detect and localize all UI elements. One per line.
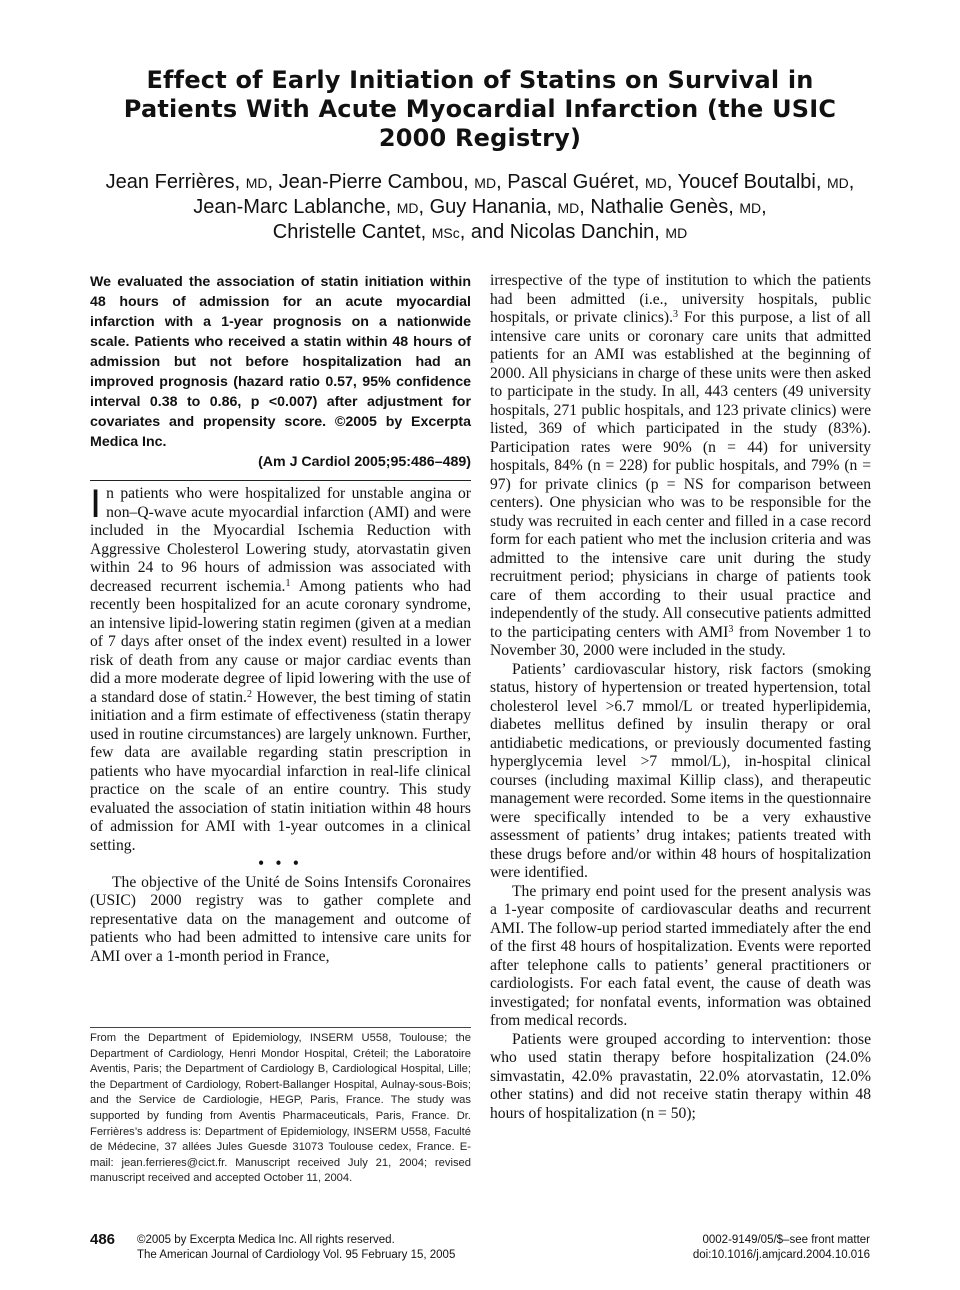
author-degree: MD [645, 175, 667, 191]
institutions-paragraph [490, 272, 871, 661]
author-degree: MD [557, 200, 580, 216]
author-list [80, 170, 880, 245]
abstract: We evaluated the association of statin initiation within 48 hours of admission for an acute myocardial infarction with a 1-year prognosis on a nationwide scale. Patients who received a statin within 48 hours of admission but not before hospitalization had an improved prognosis (hazard ratio 0.57, 95% confidence interval 0.38 to 0.86, p <0.007) after adjustment for covariates and propensity score. ©2005 by Excerpta Medica Inc. [90, 274, 471, 450]
author-separator: , [496, 171, 508, 193]
author-name: Pascal Guéret, [507, 171, 646, 193]
author-name: Jean-Pierre Cambou, [278, 171, 475, 193]
abstract-rule [90, 480, 471, 481]
institutions-text-a: irrespective of the type of institution to which the patients had been admitted (i.e., university hospitals, public hospitals, or private clinics). [490, 272, 871, 326]
author-separator: , [579, 196, 591, 218]
author-degree: MD [245, 175, 268, 191]
footer-journal-info [137, 1233, 455, 1263]
author-name: Youcef Boutalbi, [677, 171, 827, 193]
page-number: 486 [90, 1231, 116, 1248]
author-degree: MD [665, 225, 688, 241]
author-degree: MD [826, 175, 849, 191]
intro-text-a: n patients who were hospitalized for unstable angina or non–Q-wave acute myocardial infarction (AMI) and were included in the Myocardial Ischemia Reduction with Aggressive Cholesterol Lowering study, atorvastatin given within 24 to 96 hours of admission was associated with decreased recurrent ischemia. [90, 485, 471, 595]
author-name: Christelle Cantet, [272, 221, 432, 243]
methods-paragraph: The objective of the Unité de Soins Intensifs Coronaires (USIC) 2000 registry was to gather complete and representative data on the management and outcome of patients who had been admitted to intensive care units for AMI over a 1-month period in France, [90, 873, 471, 965]
author-name: Jean-Marc Lablanche, [193, 196, 397, 218]
author-name: Jean Ferrières, [105, 171, 246, 193]
endpoint-paragraph: The primary end point used for the present analysis was a 1-year composite of cardiovascular deaths and recurrent AMI. The follow-up period started immediately after the end of the first 48 hours of hospitalization. Events were reported after telephone calls to patients’ general practitioners or cardiologists. For each fatal event, the cause of death was investigated; for nonfatal events, information was obtained from medical records. [490, 882, 871, 1029]
author-separator: , [418, 196, 430, 218]
author-name: Nathalie Genès, [590, 196, 740, 218]
author-degree: MD [739, 200, 762, 216]
author-name: Nicolas Danchin, [509, 221, 666, 243]
author-separator: , [666, 171, 678, 193]
author-name: Guy Hanania, [429, 196, 558, 218]
author-separator: , [848, 171, 855, 193]
left-column [90, 272, 471, 966]
institutions-text-b: For this purpose, a list of all intensive care units or coronary care units that admitted patients for an AMI was established at the beginning of 2000. All physicians in charge of these units were then asked to participate in the study. In all, 443 centers (49 university hospitals, 271 public hospitals, and 123 private clinics) were listed, 369 of which participated in the study (83%). Participation rates were 90% (n = 44) for university hospitals, 84% (n = 228) for public hospitals, and 79% (n = 97) for private clinics (p = NS for comparison between centers). One physician who was to be responsible for the study was recruited in each center and filled in a case record form for each patient who met the inclusion criteria and was admitted to the intensive care unit during the study recruitment period; physicians in charge of patients took care of them according to their usual practice and independently of the study. All consecutive patients admitted to the participating centers with AMI [490, 309, 871, 641]
institutions-text-c: from November 1 to November 30, 2000 were included in the study. [490, 623, 871, 659]
reference-2: 2 [246, 688, 252, 700]
reference-1: 1 [285, 577, 291, 589]
intro-text-b: Among patients who had recently been hospitalized for an acute coronary syndrome, an intensive lipid-lowering statin regimen (given at a median of 7 days after onset of the index event) resulted in a lower risk of death from any cause or major cardiac events than did a more moderate degree of lipid lowering with the use of a standard dose of statin. [90, 577, 471, 706]
reference-3: 3 [672, 309, 678, 320]
citation: (Am J Cardiol 2005;95:486–489) [258, 454, 471, 470]
article-title: Effect of Early Initiation of Statins on Survival in Patients With Acute Myocardial Infarction (the USIC 2000 Registry) [123, 66, 837, 152]
author-degree: MD [474, 175, 497, 191]
history-paragraph: Patients’ cardiovascular history, risk factors (smoking status, history of hypertension or treated hypertension, total cholesterol level >6.7 mmol/L or treated hyperlipidemia, diabetes mellitus defined by insulin therapy or oral antidiabetic medications, or previously documented fasting hyperglycemia level >7 mmol/L), in-hospital clinical courses (including maximal Killip class), and therapeutic management were recorded. Some items in the questionnaire were specifically intended to be a very exhaustive assessment of patients’ drug intakes; patients treated with these drugs before and/or within 48 hours of hospitalization were identified. [490, 660, 871, 881]
right-column [490, 272, 871, 1123]
intro-text-c: However, the best timing of statin initiation and a firm estimate of effectiveness (statin therapy used in routine circumstances) are largely unknown. Further, few data are available regarding statin prescription in patients who have myocardial infarction in real-life clinical practice on the scale of an entire country. This study evaluated the association of statin initiation within 48 hours of admission for AMI with 1-year outcomes in a clinical setting. [90, 688, 471, 854]
reference-3b: 3 [728, 623, 734, 635]
section-separator: • • • [258, 855, 303, 872]
journal-line: The American Journal of Cardiology Vol. 95 February 15, 2005 [137, 1249, 456, 1261]
affiliation-footnote: From the Department of Epidemiology, INSERM U558, Toulouse; the Department of Cardiology, Henri Mondor Hospital, Créteil; the Laboratoire Aventis, Paris; the Department of Cardiology B, Cardiological Hospital, Lille; the Department of Cardiology, Robert-Ballanger Hospital, Aulnay-sous-Bois; and the Service de Cardiologie, HEGP, Paris, France. The study was supported by funding from Aventis Pharmaceuticals, Paris, France. Dr. Ferrières’s address is: Department of Epidemiology, INSERM U558, Faculté de Médecine, 37 allées Jules Guesde 31073 Toulouse cedex, France. E-mail: jean.ferrieres@cict.fr. Manuscript received July 21, 2004; revised manuscript received and accepted October 11, 2004. [90, 1027, 471, 1187]
footer-identifiers [693, 1233, 870, 1263]
issn-line: 0002-9149/05/$–see front matter [702, 1234, 870, 1246]
intro-paragraph [90, 482, 471, 855]
author-separator: , and [459, 221, 510, 243]
author-degree: MD [396, 200, 419, 216]
author-separator: , [761, 196, 767, 218]
drop-cap: I [90, 482, 102, 526]
doi-line: doi:10.1016/j.amjcard.2004.10.016 [692, 1249, 870, 1261]
copyright-line: ©2005 by Excerpta Medica Inc. All rights reserved. [137, 1234, 395, 1246]
author-separator: , [267, 171, 279, 193]
groups-paragraph: Patients were grouped according to intervention: those who used statin therapy before hospitalization (24.0% simvastatin, 42.0% pravastatin, 22.0% atorvastatin, 12.0% other statins) and did not receive statin therapy within 48 hours of hospitalization (n = 50); [490, 1030, 871, 1122]
author-degree: MSc [431, 225, 460, 241]
